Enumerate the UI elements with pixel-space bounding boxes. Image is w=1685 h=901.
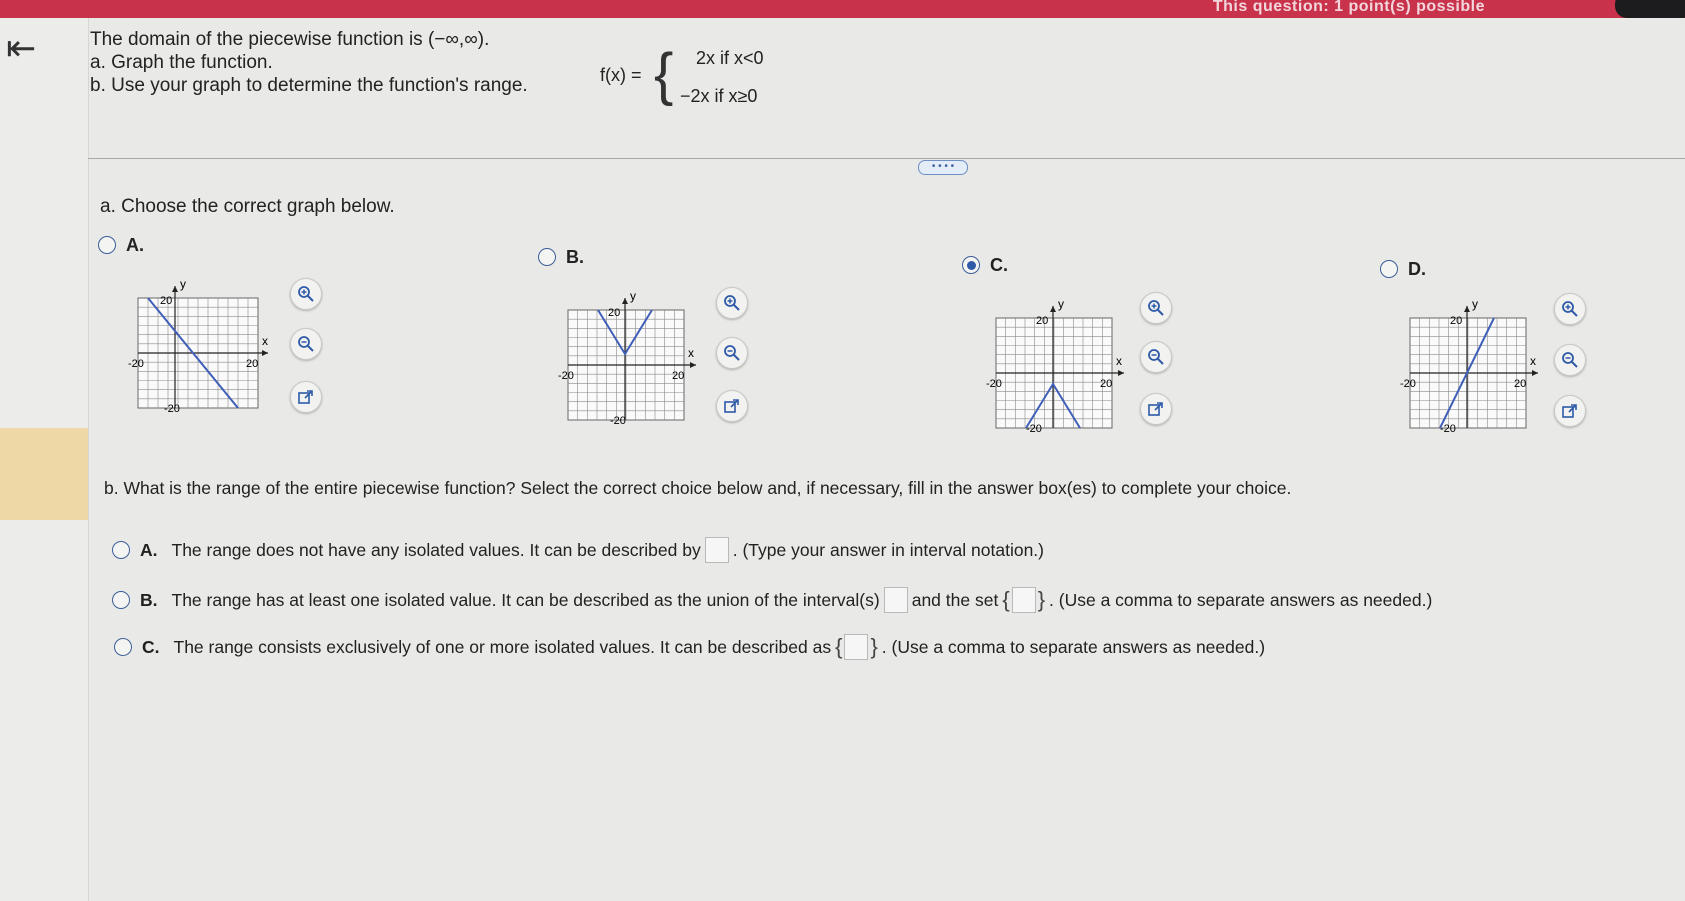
y-tick-pos: 20: [1450, 315, 1463, 327]
formula-case-2: −2x if x≥0: [680, 86, 758, 106]
y-tick-neg: -20: [164, 403, 180, 415]
union-interval-answer-box[interactable]: [884, 587, 908, 613]
formula-brace: {: [654, 42, 674, 107]
graph-c: [986, 290, 1136, 440]
external-link-icon: [1561, 402, 1579, 420]
x-tick-pos: 20: [672, 370, 685, 382]
zoom-out-button-b[interactable]: [716, 337, 748, 369]
left-rail-highlight: [0, 428, 88, 520]
popout-button-d[interactable]: [1554, 395, 1586, 427]
option-d-label: D.: [1408, 259, 1426, 279]
external-link-icon: [297, 388, 315, 406]
zoom-in-button-a[interactable]: [290, 278, 322, 310]
zoom-out-button-d[interactable]: [1554, 344, 1586, 376]
section-divider: [88, 158, 1685, 159]
radio-range-b[interactable]: [112, 591, 130, 609]
range-option-b[interactable]: [112, 587, 1432, 613]
radio-range-a[interactable]: [112, 541, 130, 559]
range-option-c-text: The range consists exclusively of one or more isolated values. It can be described as: [173, 636, 832, 657]
zoom-in-icon: [723, 294, 741, 312]
y-axis-label: y: [630, 289, 636, 303]
y-tick-neg: -20: [1440, 423, 1456, 435]
question-statement: [90, 28, 528, 97]
y-axis-label: y: [1472, 297, 1478, 311]
interval-answer-box[interactable]: [705, 537, 729, 563]
zoom-in-button-d[interactable]: [1554, 293, 1586, 325]
zoom-out-icon: [297, 335, 315, 353]
x-axis-label: x: [1530, 354, 1536, 368]
x-axis-label: x: [1116, 354, 1122, 368]
y-tick-neg: -20: [1026, 423, 1042, 435]
popout-button-c[interactable]: [1140, 393, 1172, 425]
option-b-label: B.: [566, 247, 584, 267]
top-bar: [0, 0, 1685, 18]
range-option-b-and-set: and the set: [911, 589, 999, 610]
external-link-icon: [723, 397, 741, 415]
radio-d[interactable]: [1380, 260, 1398, 278]
zoom-in-icon: [1561, 300, 1579, 318]
radio-c-selected[interactable]: [962, 256, 980, 274]
zoom-in-button-c[interactable]: [1140, 292, 1172, 324]
x-tick-neg: -20: [128, 358, 144, 370]
question-line-1: The domain of the piecewise function is (−∞,∞).: [90, 29, 490, 50]
expand-more-button[interactable]: • • • •: [918, 160, 968, 175]
y-tick-pos: 20: [160, 295, 173, 307]
y-axis-label: y: [180, 277, 186, 291]
part-a-prompt: a. Choose the correct graph below.: [100, 196, 395, 217]
range-option-b-label: B.: [140, 589, 158, 610]
range-option-a-hint: . (Type your answer in interval notation.): [732, 539, 1044, 560]
external-link-icon: [1147, 400, 1165, 418]
set-answer-box[interactable]: { }: [1002, 587, 1046, 612]
x-tick-pos: 20: [246, 358, 259, 370]
range-option-a-text: The range does not have any isolated values. It can be described by: [171, 539, 701, 560]
range-option-c[interactable]: [114, 634, 1265, 660]
y-tick-pos: 20: [608, 307, 621, 319]
points-text: This question: 1 point(s) possible: [1212, 0, 1485, 15]
range-option-a-label: A.: [140, 539, 158, 560]
zoom-in-icon: [297, 285, 315, 303]
radio-b[interactable]: [538, 248, 556, 266]
top-right-pill[interactable]: [1615, 0, 1685, 18]
zoom-out-icon: [1147, 348, 1165, 366]
graph-b: [558, 282, 708, 432]
part-b-prompt: b. What is the range of the entire piecewise function? Select the correct choice below and, if necessary, fill in the answer box(es) to complete your choice.: [104, 478, 1292, 498]
x-axis-label: x: [262, 334, 268, 348]
zoom-out-button-a[interactable]: [290, 328, 322, 360]
left-rail: [0, 18, 89, 901]
x-tick-pos: 20: [1100, 378, 1113, 390]
zoom-out-icon: [723, 344, 741, 362]
range-option-b-text: The range has at least one isolated value. It can be described as the union of the interval(s): [171, 589, 880, 610]
radio-range-c[interactable]: [114, 638, 132, 656]
formula-lhs: f(x) =: [600, 65, 642, 85]
zoom-out-button-c[interactable]: [1140, 341, 1172, 373]
popout-button-b[interactable]: [716, 390, 748, 422]
option-a-label: A.: [126, 235, 144, 255]
zoom-in-button-b[interactable]: [716, 287, 748, 319]
y-tick-pos: 20: [1036, 315, 1049, 327]
y-tick-neg: -20: [610, 415, 626, 427]
x-axis-label: x: [688, 346, 694, 360]
x-tick-neg: -20: [986, 378, 1002, 390]
x-tick-neg: -20: [1400, 378, 1416, 390]
zoom-in-icon: [1147, 299, 1165, 317]
zoom-out-icon: [1561, 351, 1579, 369]
x-tick-neg: -20: [558, 370, 574, 382]
back-arrow-icon[interactable]: ⇤: [6, 27, 37, 68]
range-option-b-hint: . (Use a comma to separate answers as needed.): [1049, 589, 1433, 610]
range-option-a[interactable]: [112, 537, 1044, 563]
y-axis-label: y: [1058, 297, 1064, 311]
graph-a: [128, 270, 278, 420]
graph-d: [1400, 290, 1550, 440]
radio-a[interactable]: [98, 236, 116, 254]
popout-button-a[interactable]: [290, 381, 322, 413]
formula-case-1: 2x if x<0: [696, 48, 764, 68]
isolated-set-answer-box[interactable]: { }: [835, 634, 878, 659]
range-option-c-hint: . (Use a comma to separate answers as needed.): [881, 636, 1266, 657]
option-c-label: C.: [990, 255, 1008, 275]
question-line-3: b. Use your graph to determine the function's range.: [90, 75, 528, 96]
range-option-c-label: C.: [142, 636, 160, 657]
question-line-2: a. Graph the function.: [90, 52, 273, 73]
x-tick-pos: 20: [1514, 378, 1527, 390]
